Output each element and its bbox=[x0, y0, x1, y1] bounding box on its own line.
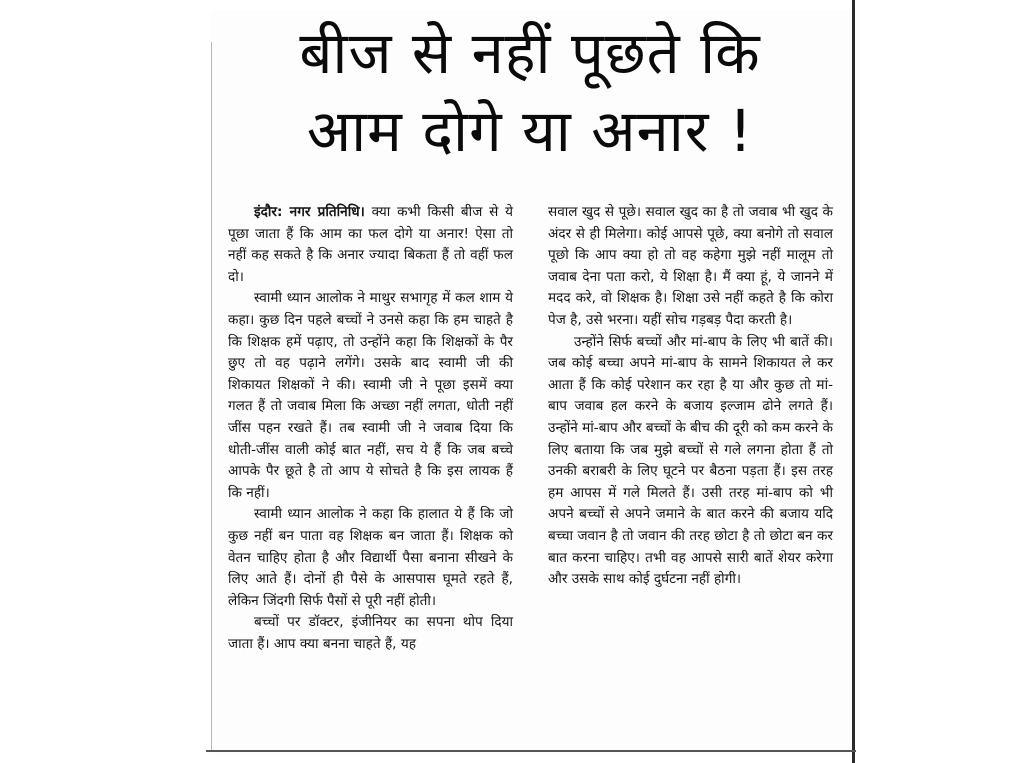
article-headline bbox=[215, 14, 845, 170]
paragraph-6: उन्होंने सिर्फ बच्चों और मां-बाप के लिए भी बातें की। जब कोई बच्चा अपने मां-बाप के सामने शिकायत ले कर आता हैं कि कोई परेशान कर रहा है या और कुछ तो मां-बाप जवाब हल करने के बजाय इल्जाम ढोने लगते हैं। उन्होंने मां-बाप और बच्चों के बीच की दूरी को कम करने के लिए बताया कि जब मुझे बच्चों से गले लगना होता हैं तो उनकी बराबरी के लिए घूटने पर बैठना पड़ता हैं। इस तरह हम आपस में गले मिलते हैं। उसी तरह मां-बाप को भी अपने बच्चों से अपने जमाने के बात करने की बजाय यदि बच्चा जवान है तो जवान की तरह छोटा है तो छोटा बन कर बात करना चाहिए। तभी वह आपसे सारी बातें शेयर करेगा और उसके साथ कोई दुर्घटना नहीं होगी। bbox=[548, 333, 833, 588]
right-border-rule bbox=[852, 0, 855, 763]
paragraph-5: सवाल खुद से पूछे। सवाल खुद का है तो जवाब भी खुद के अंदर से ही मिलेगा। कोई आपसे पूछे, क्या बनोगे तो सवाल पूछो कि आप क्या हो तो वह कहेगा मुझे नहीं मालूम तो जवाब देना पता करो, ये शिक्षा है। मैं क्या हूं, ये जानने में मदद करे, वो शिक्षक है। शिक्षा उसे नहीं कहते है कि कोरा पेज है, उसे भरना। यहीं सोच गड़बड़ पैदा करती है। bbox=[548, 204, 833, 328]
dateline: इंदौर: नगर प्रतिनिधि। bbox=[254, 204, 365, 220]
paragraph-1-text: क्या कभी किसी बीज से ये पूछा जाता हैं कि आम का फल दोगे या अनार! ऐसा तो नहीं कह सकते है कि अनार ज्यादा बिकता हैं तो वहीं फल दो। bbox=[228, 204, 514, 285]
headline-line-2: आम दोगे या अनार ! bbox=[306, 97, 754, 165]
paragraph-3: स्वामी ध्यान आलोक ने कहा कि हालात ये हैं कि जो कुछ नहीं बन पाता वह शिक्षक बन जाता हैं। शिक्षक को वेतन चाहिए होता है और विद्यार्थी पैसा बनाना सीखने के लिए आते हैं। दोनों ही पैसे के आसपास घूमते रहते हैं, लेकिन जिंदगी सिर्फ पैसों से पूरी नहीं होती। bbox=[228, 506, 513, 609]
bottom-border-rule bbox=[206, 750, 856, 752]
left-border-rule bbox=[211, 42, 212, 750]
paragraph-2: स्वामी ध्यान आलोक ने माथुर सभागृह में कल शाम ये कहा। कुछ दिन पहले बच्चों ने उनसे कहा कि हम चाहते है कि शिक्षक हमें पढ़ाए, तो उन्होंने कहा कि शिक्षकों के पैर छुए तो वह पढ़ाने लगेंगे। उसके बाद स्वामी जी की शिकायत शिक्षकों ने की। स्वामी जी ने पूछा इसमें क्या गलत हैं तो जवाब मिला कि अच्छा नहीं लगता, धोती नहीं जींस पहन रखते हैं। तब स्वामी जी ने जवाब दिया कि धोती-जींस वाली कोई बात नहीं, सच ये हैं कि जब बच्चे आपके पैर छूते है तो आप ये सोचते है कि इस लायक हैं कि नहीं। bbox=[228, 290, 513, 501]
headline-line-1: बीज से नहीं पूछते कि bbox=[299, 19, 761, 87]
article-column-right bbox=[548, 202, 833, 591]
paragraph-1 bbox=[228, 202, 513, 288]
paragraph-4: बच्चों पर डॉक्टर, इंजीनियर का सपना थोप दिया जाता हैं। आप क्या बनना चाहते हैं, यह bbox=[228, 614, 513, 652]
article-column-left bbox=[228, 202, 513, 655]
